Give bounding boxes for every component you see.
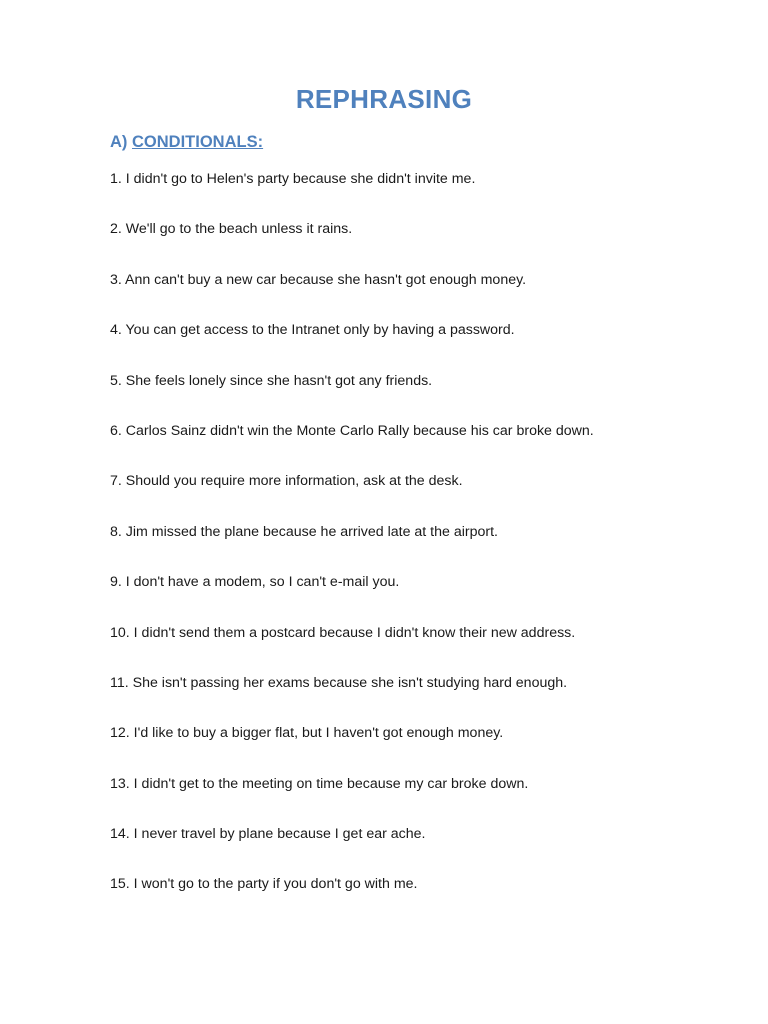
- exercise-list: [110, 170, 730, 926]
- exercise-item-10: 10. I didn't send them a postcard because I didn't know their new address.: [110, 624, 576, 641]
- exercise-item-11: 11. She isn't passing her exams because she isn't studying hard enough.: [110, 674, 568, 691]
- page-title: REPHRASING: [295, 84, 473, 114]
- exercise-item-8: 8. Jim missed the plane because he arrived late at the airport.: [110, 523, 499, 540]
- exercise-item-2: 2. We'll go to the beach unless it rains.: [110, 221, 353, 238]
- exercise-item-14: 14. I never travel by plane because I get ear ache.: [110, 826, 426, 843]
- exercise-item-5: 5. She feels lonely since she hasn't got any friends.: [110, 372, 433, 389]
- exercise-item-1: 1. I didn't go to Helen's party because she didn't invite me.: [110, 171, 476, 187]
- section-heading: [110, 133, 263, 152]
- exercise-item-12: 12. I'd like to buy a bigger flat, but I haven't got enough money.: [110, 725, 504, 742]
- exercise-item-4: 4. You can get access to the Intranet only by having a password.: [110, 322, 515, 339]
- exercise-item-6: 6. Carlos Sainz didn't win the Monte Carlo Rally because his car broke down.: [110, 422, 594, 439]
- exercise-item-3: 3. Ann can't buy a new car because she hasn't got enough money.: [110, 271, 527, 288]
- exercise-item-15: 15. I won't go to the party if you don't go with me.: [110, 876, 418, 893]
- exercise-item-13: 13. I didn't get to the meeting on time because my car broke down.: [110, 775, 529, 792]
- exercise-item-7: 7. Should you require more information, ask at the desk.: [110, 473, 463, 490]
- exercise-item-9: 9. I don't have a modem, so I can't e-mail you.: [110, 574, 400, 591]
- section-prefix: A): [110, 133, 128, 151]
- section-title: CONDITIONALS:: [132, 133, 264, 151]
